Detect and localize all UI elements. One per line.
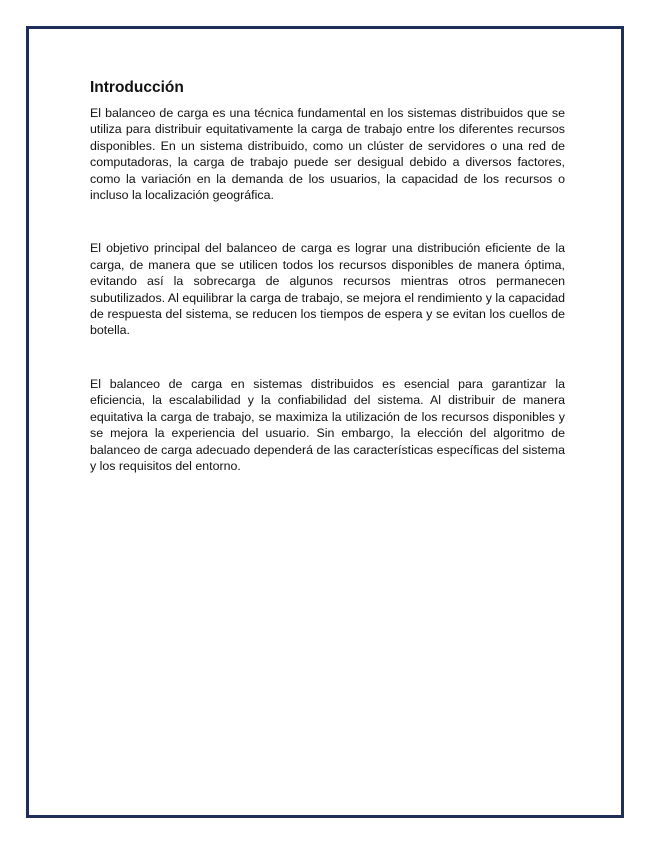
paragraph-1: El balanceo de carga es una técnica fundamental en los sistemas distribuidos que se utiliza para distribuir equitativamente la carga de trabajo entre los diferentes recursos disponibles. En un sistema distribuido, como un clúster de servidores o una red de computadoras, la carga de trabajo puede ser desigual debido a diversos factores, como la variación en la demanda de los usuarios, la capacidad de los recursos o incluso la localización geográfica. xyxy=(90,106,565,203)
paragraph-3: El balanceo de carga en sistemas distribuidos es esencial para garantizar la eficiencia, la escalabilidad y la confiabilidad del sistema. Al distribuir de manera equitativa la carga de trabajo, se maximiza la utilización de los recursos disponibles y se mejora la experiencia del usuario. Sin embargo, la elección del algoritmo de balanceo de carga adecuado dependerá de las características específicas del sistema y los requisitos del entorno. xyxy=(90,376,565,473)
section-title: Introducción xyxy=(90,79,184,96)
paragraph-2: El objetivo principal del balanceo de carga es lograr una distribución eficiente de la carga, de manera que se utilicen todos los recursos disponibles de manera óptima, evitando así la sobrecarga de algunos recursos mientras otros permanecen subutilizados. Al equilibrar la carga de trabajo, se mejora el rendimiento y la capacidad de respuesta del sistema, se reducen los tiempos de espera y se evitan los cuellos de botella. xyxy=(90,241,565,338)
document-body xyxy=(90,78,565,511)
